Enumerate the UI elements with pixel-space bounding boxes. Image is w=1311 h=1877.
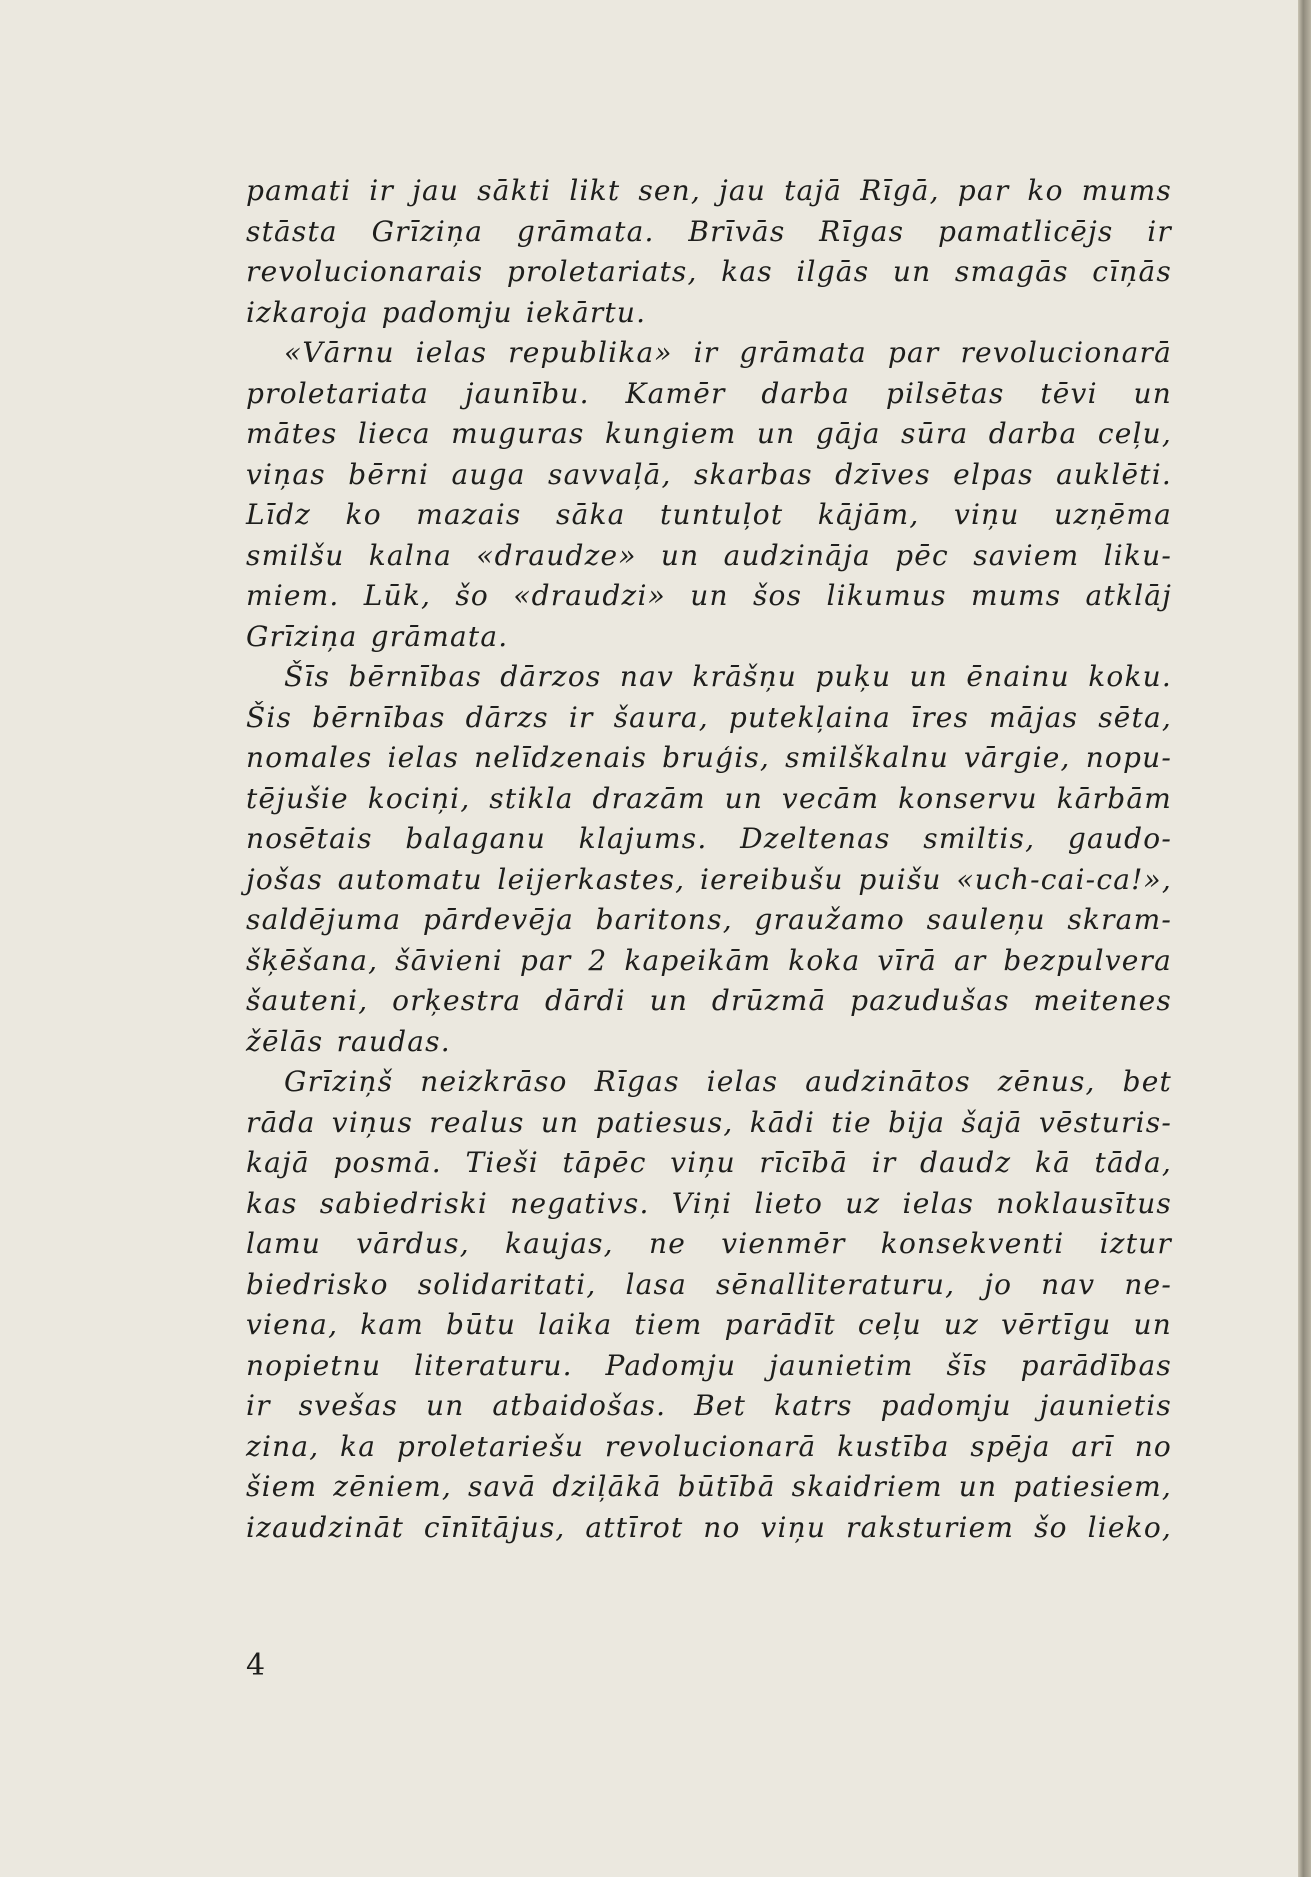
text-line: zina, ka proletariešu revolucionarā kustība spēja arī no [246, 1429, 1172, 1463]
text-line: viņas bērni auga savvaļā, skarbas dzīves elpas auklēti. [246, 457, 1172, 491]
page-edge [1298, 0, 1311, 1877]
text-line: stāsta Grīziņa grāmata. Brīvās Rīgas pamatlicējs ir [246, 214, 1172, 248]
text-line: miem. Lūk, šo «draudzi» un šos likumus mums atklāj [246, 579, 1172, 612]
text-line: šķēšana, šāvieni par 2 kapeikām koka vīrā ar bezpulvera [246, 943, 1172, 977]
text-line: mātes lieca muguras kungiem un gāja sūra darba ceļu, [246, 417, 1172, 450]
text-line: nopietnu literaturu. Padomju jaunietim šīs parādības [246, 1348, 1172, 1382]
text-line: nosētais balaganu klajums. Dzeltenas smiltis, gaudo- [246, 822, 1172, 855]
text-line: viena, kam būtu laika tiem parādīt ceļu uz vērtīgu un [246, 1308, 1172, 1341]
text-line: saldējuma pārdevēja baritons, graužamo sauleņu skram- [246, 903, 1172, 936]
text-line: proletariata jaunību. Kamēr darba pilsētas tēvi un [246, 376, 1172, 410]
text-line: Grīziņš neizkrāso Rīgas ielas audzinātos zēnus, bet [284, 1065, 1172, 1098]
text-line: ir svešas un atbaidošas. Bet katrs padomju jaunietis [246, 1389, 1172, 1422]
text-line: smilšu kalna «draudze» un audzināja pēc saviem liku- [246, 538, 1172, 572]
text-line: tējušie kociņi, stikla drazām un vecām konservu kārbām [246, 781, 1172, 815]
text-line: Līdz ko mazais sāka tuntuļot kājām, viņu uzņēma [246, 498, 1172, 531]
page-number: 4 [246, 1648, 266, 1683]
text-line: šiem zēniem, savā dziļākā būtībā skaidriem un patiesiem, [246, 1470, 1172, 1503]
text-line: kajā posmā. Tieši tāpēc viņu rīcībā ir daudz kā tāda, [246, 1146, 1172, 1179]
text-line: nomales ielas nelīdzenais bruģis, smilškalnu vārgie, nopu- [246, 741, 1172, 774]
text-line: lamu vārdus, kaujas, ne vienmēr konsekventi iztur [246, 1227, 1172, 1260]
text-line: biedrisko solidaritati, lasa sēnalliteraturu, jo nav ne- [246, 1267, 1172, 1301]
text-line: Grīziņa grāmata. [246, 619, 509, 653]
text-line: izaudzināt cīnītājus, attīrot no viņu raksturiem šo lieko, [246, 1510, 1172, 1544]
text-line: revolucionarais proletariats, kas ilgās un smagās cīņās [246, 255, 1172, 288]
text-line: «Vārnu ielas republika» ir grāmata par revolucionarā [284, 336, 1172, 369]
text-line: pamati ir jau sākti likt sen, jau tajā Rīgā, par ko mums [246, 174, 1172, 207]
body-text [246, 171, 1172, 1548]
text-line: rāda viņus realus un patiesus, kādi tie bija šajā vēsturis- [246, 1105, 1172, 1139]
text-line: žēlās raudas. [246, 1024, 451, 1058]
text-line: izkaroja padomju iekārtu. [246, 295, 647, 329]
text-line: kas sabiedriski negativs. Viņi lieto uz ielas noklausītus [246, 1186, 1172, 1220]
text-line: šauteni, orķestra dārdi un drūzmā pazudušas meitenes [246, 984, 1172, 1017]
text-line: jošas automatu leijerkastes, iereibušu puišu «uch-cai-ca!», [246, 862, 1172, 896]
text-line: Šīs bērnības dārzos nav krāšņu puķu un ēnainu koku. [284, 660, 1172, 693]
text-line: Šis bērnības dārzs ir šaura, putekļaina īres mājas sēta, [246, 700, 1172, 734]
